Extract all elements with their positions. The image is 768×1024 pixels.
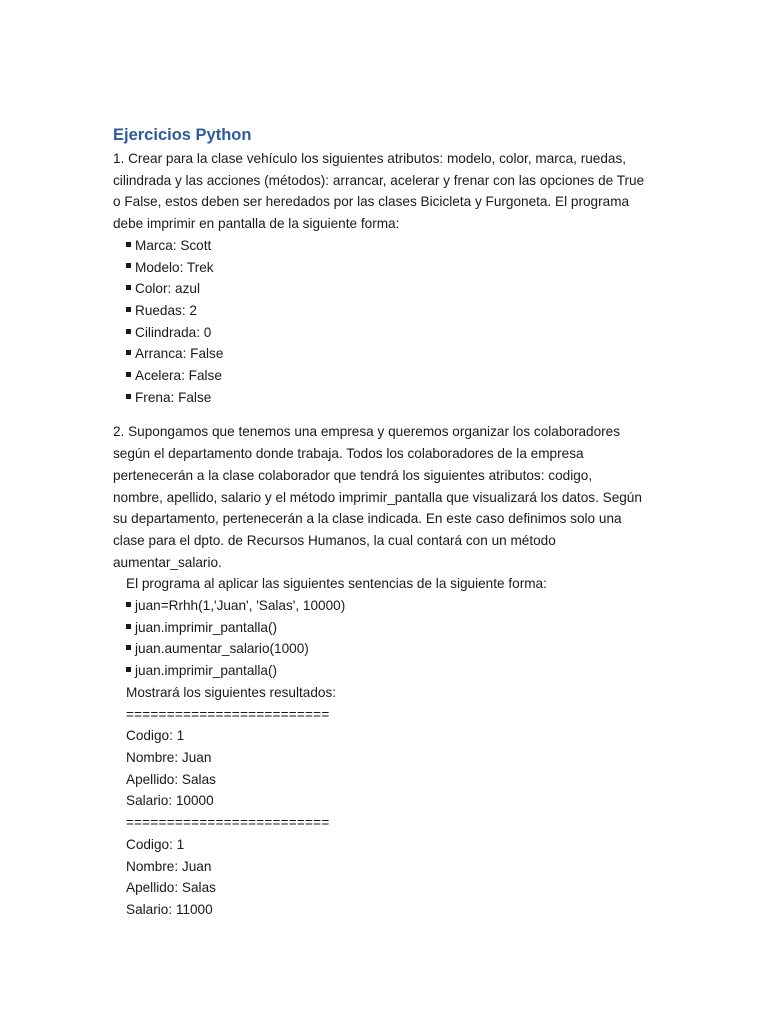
exercise-1-bullet-list — [113, 235, 768, 409]
result-line: Nombre: Juan — [126, 749, 212, 765]
list-item — [126, 387, 768, 409]
list-item — [126, 617, 768, 639]
result-line: Codigo: 1 — [126, 728, 185, 744]
exercise-2-line: 2. Supongamos que tenemos una empresa y queremos organizar los colaboradores — [113, 424, 621, 440]
list-item-text: Marca: Scott — [135, 237, 212, 253]
list-item-text: Color: azul — [135, 281, 200, 297]
bullet-icon — [126, 667, 131, 672]
exercise-2-line: aumentar_salario. — [113, 554, 222, 570]
exercise-1-line: 1. Crear para la clase vehículo los siguientes atributos: modelo, color, marca, ruedas, — [113, 151, 627, 166]
list-item-text: juan.imprimir_pantalla() — [135, 663, 278, 679]
list-item — [126, 638, 768, 660]
list-item — [126, 322, 768, 344]
list-item-text: juan.aumentar_salario(1000) — [135, 641, 309, 657]
bullet-icon — [126, 394, 131, 399]
exercise-2-line: pertenecerán a la clase colaborador que tendrá los siguientes atributos: codigo, — [113, 467, 593, 483]
list-item-text: Ruedas: 2 — [135, 302, 197, 318]
list-item — [126, 278, 768, 300]
result-line: Salario: 11000 — [126, 901, 213, 917]
separator-line: ========================= — [126, 815, 330, 831]
list-item — [126, 257, 768, 279]
exercise-2-line: según el departamento donde trabaja. Todos los colaboradores de la empresa — [113, 446, 584, 462]
list-item — [126, 343, 768, 365]
list-item — [126, 300, 768, 322]
paragraph-gap — [113, 408, 768, 421]
result-line: Salario: 10000 — [126, 793, 214, 809]
list-item — [126, 235, 768, 257]
list-item — [126, 660, 768, 682]
result-line: Codigo: 1 — [126, 836, 185, 852]
list-item-text: Acelera: False — [135, 368, 222, 384]
list-item — [126, 595, 768, 617]
exercise-2-bullet-list — [113, 595, 768, 682]
list-item-text: Arranca: False — [135, 346, 224, 362]
separator-line: ========================= — [126, 706, 330, 722]
list-item-text: Modelo: Trek — [135, 259, 214, 275]
bullet-icon — [126, 307, 131, 312]
exercise-1-text — [113, 148, 658, 235]
list-item-text: juan.imprimir_pantalla() — [135, 619, 278, 635]
bullet-icon — [126, 372, 131, 377]
bullet-icon — [126, 350, 131, 355]
bullet-icon — [126, 285, 131, 290]
exercise-1-line: cilindrada y las acciones (métodos): arrancar, acelerar y frenar con las opciones de True — [113, 172, 645, 188]
list-item — [126, 365, 768, 387]
list-item-text: Cilindrada: 0 — [135, 324, 212, 340]
document-title: Ejercicios Python — [113, 126, 252, 144]
bullet-icon — [126, 602, 131, 607]
exercise-1-line: o False, estos deben ser heredados por las clases Bicicleta y Furgoneta. El programa — [113, 194, 630, 210]
bullet-icon — [126, 645, 131, 650]
bullet-icon — [126, 624, 131, 629]
result-line: Nombre: Juan — [126, 858, 212, 874]
exercise-2-line: nombre, apellido, salario y el método imprimir_pantalla que visualizará los datos. Según — [113, 489, 642, 505]
bullet-icon — [126, 329, 131, 334]
exercise-2-line: clase para el dpto. de Recursos Humanos, la cual contará con un método — [113, 532, 556, 548]
bullet-icon — [126, 263, 131, 268]
exercise-2-text — [113, 421, 658, 573]
results-intro: Mostrará los siguientes resultados: — [126, 684, 337, 700]
exercise-1-line: debe imprimir en pantalla de la siguiente forma: — [113, 216, 400, 232]
result-line: Apellido: Salas — [126, 880, 216, 896]
list-item-text: Frena: False — [135, 389, 212, 405]
bullet-icon — [126, 242, 131, 247]
list-item-text: juan=Rrhh(1,'Juan', 'Salas', 10000) — [135, 598, 346, 614]
exercise-2-intro: El programa al aplicar las siguientes sentencias de la siguiente forma: — [126, 576, 547, 592]
exercise-2-line: su departamento, pertenecerán a la clase indicada. En este caso definimos solo una — [113, 511, 622, 527]
result-line: Apellido: Salas — [126, 771, 216, 787]
